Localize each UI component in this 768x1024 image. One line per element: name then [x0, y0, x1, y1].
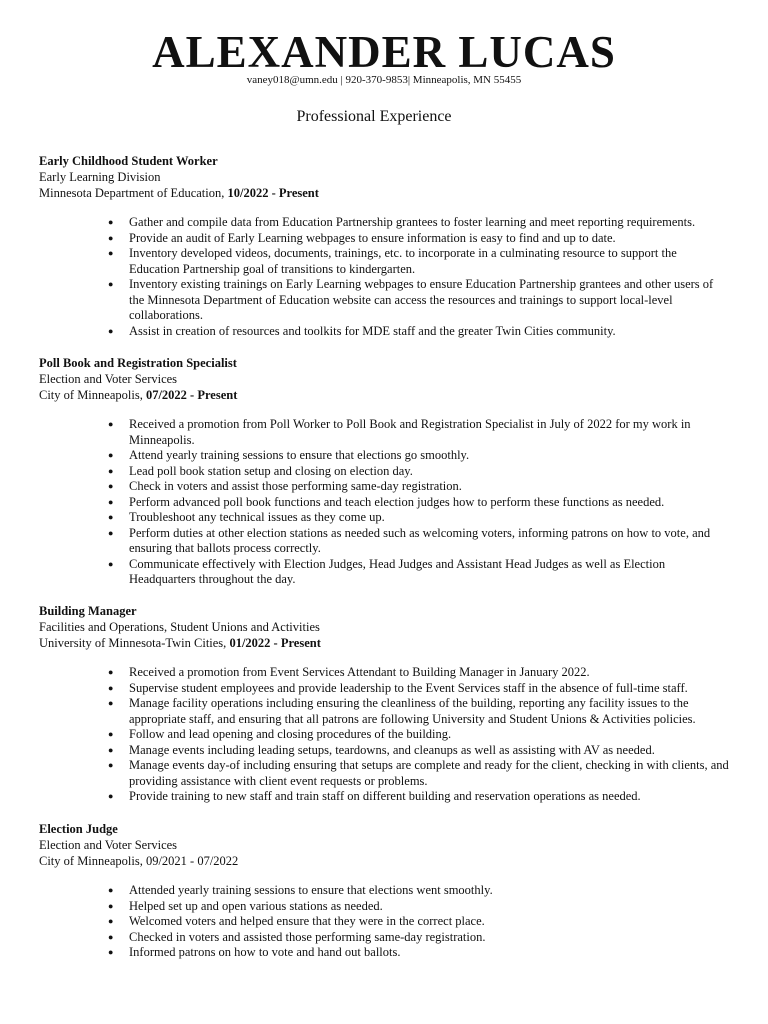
- bullet-text: Attended yearly training sessions to ensure that elections went smoothly.: [129, 883, 493, 897]
- job-department: Election and Voter Services: [39, 372, 178, 386]
- list-item: [108, 246, 729, 277]
- list-item: [108, 727, 729, 743]
- bullet-icon: ●: [108, 698, 114, 708]
- bullet-text: Helped set up and open various stations as needed.: [129, 898, 383, 913]
- bullet-icon: ●: [108, 496, 114, 507]
- job-bullet-list: [39, 215, 729, 339]
- job-department: Facilities and Operations, Student Unions and Activities: [39, 620, 320, 634]
- job-entry: [39, 153, 729, 339]
- list-item: [108, 914, 729, 930]
- list-item: [108, 929, 729, 946]
- bullet-text: Lead poll book station setup and closing on election day.: [129, 463, 413, 478]
- job-dates: 01/2022 - Present: [229, 636, 321, 650]
- job-department: Election and Voter Services: [39, 838, 178, 852]
- bullet-text: Attend yearly training sessions to ensure that elections go smoothly.: [129, 448, 470, 462]
- list-item: [108, 898, 729, 915]
- bullet-icon: ●: [108, 217, 114, 227]
- list-item: [108, 277, 729, 324]
- bullet-icon: ●: [108, 232, 114, 243]
- job-organization: [39, 853, 729, 869]
- job-title: Poll Book and Registration Specialist: [39, 356, 237, 370]
- list-item: [108, 215, 729, 231]
- bullet-icon: ●: [108, 947, 114, 957]
- list-item: [108, 680, 729, 697]
- bullet-text: Manage events day-of including ensuring that setups are complete and ready for the client, checking in with clients, and providing assistance with client event requests or problems.: [129, 758, 729, 788]
- bullet-icon: ●: [108, 885, 114, 895]
- bullet-text: Received a promotion from Event Services Attendant to Building Manager in January 2022.: [129, 665, 590, 679]
- bullet-icon: ●: [108, 512, 114, 522]
- bullet-text: Follow and lead opening and closing procedures of the building.: [129, 727, 452, 741]
- list-item: [108, 230, 729, 247]
- bullet-text: Checked in voters and assisted those performing same-day registration.: [129, 929, 486, 944]
- bullet-icon: ●: [108, 419, 114, 429]
- bullet-icon: ●: [108, 450, 114, 460]
- bullet-text: Supervise student employees and provide leadership to the Event Services staff in the absence of full-time staff.: [129, 680, 688, 695]
- list-item: [108, 945, 729, 961]
- bullet-text: Welcomed voters and helped ensure that they were in the correct place.: [129, 914, 485, 928]
- job-entry: [39, 355, 729, 588]
- bullet-text: Check in voters and assist those performing same-day registration.: [129, 479, 462, 493]
- bullet-text: Manage events including leading setups, teardowns, and cleanups as well as assisting with AV as needed.: [129, 742, 655, 757]
- bullet-text: Perform advanced poll book functions and teach election judges how to perform these functions as needed.: [129, 494, 665, 509]
- list-item: [108, 417, 729, 448]
- bullet-icon: ●: [108, 744, 114, 755]
- job-organization-name: University of Minnesota-Twin Cities,: [39, 636, 227, 650]
- job-organization: [39, 635, 729, 651]
- bullet-icon: ●: [108, 931, 114, 942]
- list-item: [108, 494, 729, 511]
- bullet-text: Troubleshoot any technical issues as they come up.: [129, 510, 385, 524]
- bullet-text: Received a promotion from Poll Worker to Poll Book and Registration Specialist in July of 2022 for my work in Minneapolis.: [129, 417, 691, 447]
- bullet-icon: ●: [108, 558, 114, 569]
- job-entry: [39, 603, 729, 805]
- job-bullet-list: [39, 665, 729, 805]
- bullet-icon: ●: [108, 279, 114, 289]
- contact-info: vaney018@umn.edu | 920-370-9853| Minneapolis, MN 55455: [246, 74, 522, 86]
- job-title: Early Childhood Student Worker: [39, 154, 218, 168]
- list-item: [108, 323, 729, 340]
- job-bullet-list: [39, 417, 729, 588]
- bullet-text: Manage facility operations including ensuring the cleanliness of the building, reporting any facility issues to the appropriate staff, and ensuring that all patrons are following University and Student Unions & Activities policies.: [129, 696, 696, 726]
- list-item: [108, 742, 729, 759]
- bullet-icon: ●: [108, 682, 114, 693]
- list-item: [108, 463, 729, 480]
- job-entry: [39, 821, 729, 961]
- bullet-text: Communicate effectively with Election Judges, Head Judges and Assistant Head Judges as well as Election Headquarters throughout the day.: [129, 556, 666, 586]
- job-dates: 10/2022 - Present: [227, 186, 319, 200]
- bullet-icon: ●: [108, 900, 114, 911]
- list-item: [108, 789, 729, 805]
- job-organization-name: Minnesota Department of Education,: [39, 186, 225, 200]
- section-title: Professional Experience: [296, 108, 452, 125]
- job-organization-name: City of Minneapolis, 09/2021 - 07/2022: [39, 854, 239, 868]
- list-item: [108, 556, 729, 588]
- bullet-icon: ●: [108, 667, 114, 677]
- job-title: Election Judge: [39, 822, 118, 836]
- bullet-icon: ●: [108, 527, 114, 538]
- candidate-name: ALEXANDER LUCAS: [152, 27, 616, 77]
- bullet-text: Perform duties at other election stations as needed such as welcoming voters, informing patrons on how to vote, and ensuring that ballots process correctly.: [129, 525, 711, 555]
- list-item: [108, 510, 729, 526]
- job-organization: [39, 387, 729, 403]
- list-item: [108, 665, 729, 681]
- list-item: [108, 479, 729, 495]
- bullet-icon: ●: [108, 916, 114, 926]
- bullet-text: Inventory developed videos, documents, trainings, etc. to incorporate in a culminating resource to support the Education Partnership goal of transitions to kindergarten.: [129, 246, 677, 276]
- job-organization-name: City of Minneapolis,: [39, 388, 143, 402]
- list-item: [108, 883, 729, 899]
- list-item: [108, 696, 729, 727]
- job-title: Building Manager: [39, 604, 137, 618]
- list-item: [108, 525, 729, 557]
- bullet-icon: ●: [108, 248, 114, 258]
- bullet-text: Provide an audit of Early Learning webpages to ensure information is easy to find and up to date.: [129, 230, 616, 245]
- list-item: [108, 448, 729, 464]
- job-department: Early Learning Division: [39, 170, 161, 184]
- bullet-text: Informed patrons on how to vote and hand out ballots.: [129, 945, 401, 959]
- list-item: [108, 758, 729, 789]
- bullet-icon: ●: [108, 760, 114, 770]
- bullet-icon: ●: [108, 481, 114, 491]
- job-dates: 07/2022 - Present: [145, 388, 238, 402]
- bullet-text: Provide training to new staff and train staff on different building and reservation operations as needed.: [129, 789, 641, 803]
- bullet-text: Gather and compile data from Education Partnership grantees to foster learning and meet reporting requirements.: [129, 215, 696, 229]
- bullet-icon: ●: [108, 729, 114, 739]
- bullet-text: Assist in creation of resources and toolkits for MDE staff and the greater Twin Cities community.: [129, 323, 616, 338]
- bullet-icon: ●: [108, 325, 114, 336]
- job-bullet-list: [39, 883, 729, 961]
- bullet-icon: ●: [108, 791, 114, 801]
- job-organization: [39, 185, 729, 201]
- bullet-text: Inventory existing trainings on Early Learning webpages to ensure Education Partnership grantees and other users of the Minnesota Department of Education website can access the resources and trainings to support local-level collaborations.: [129, 277, 714, 322]
- bullet-icon: ●: [108, 465, 114, 476]
